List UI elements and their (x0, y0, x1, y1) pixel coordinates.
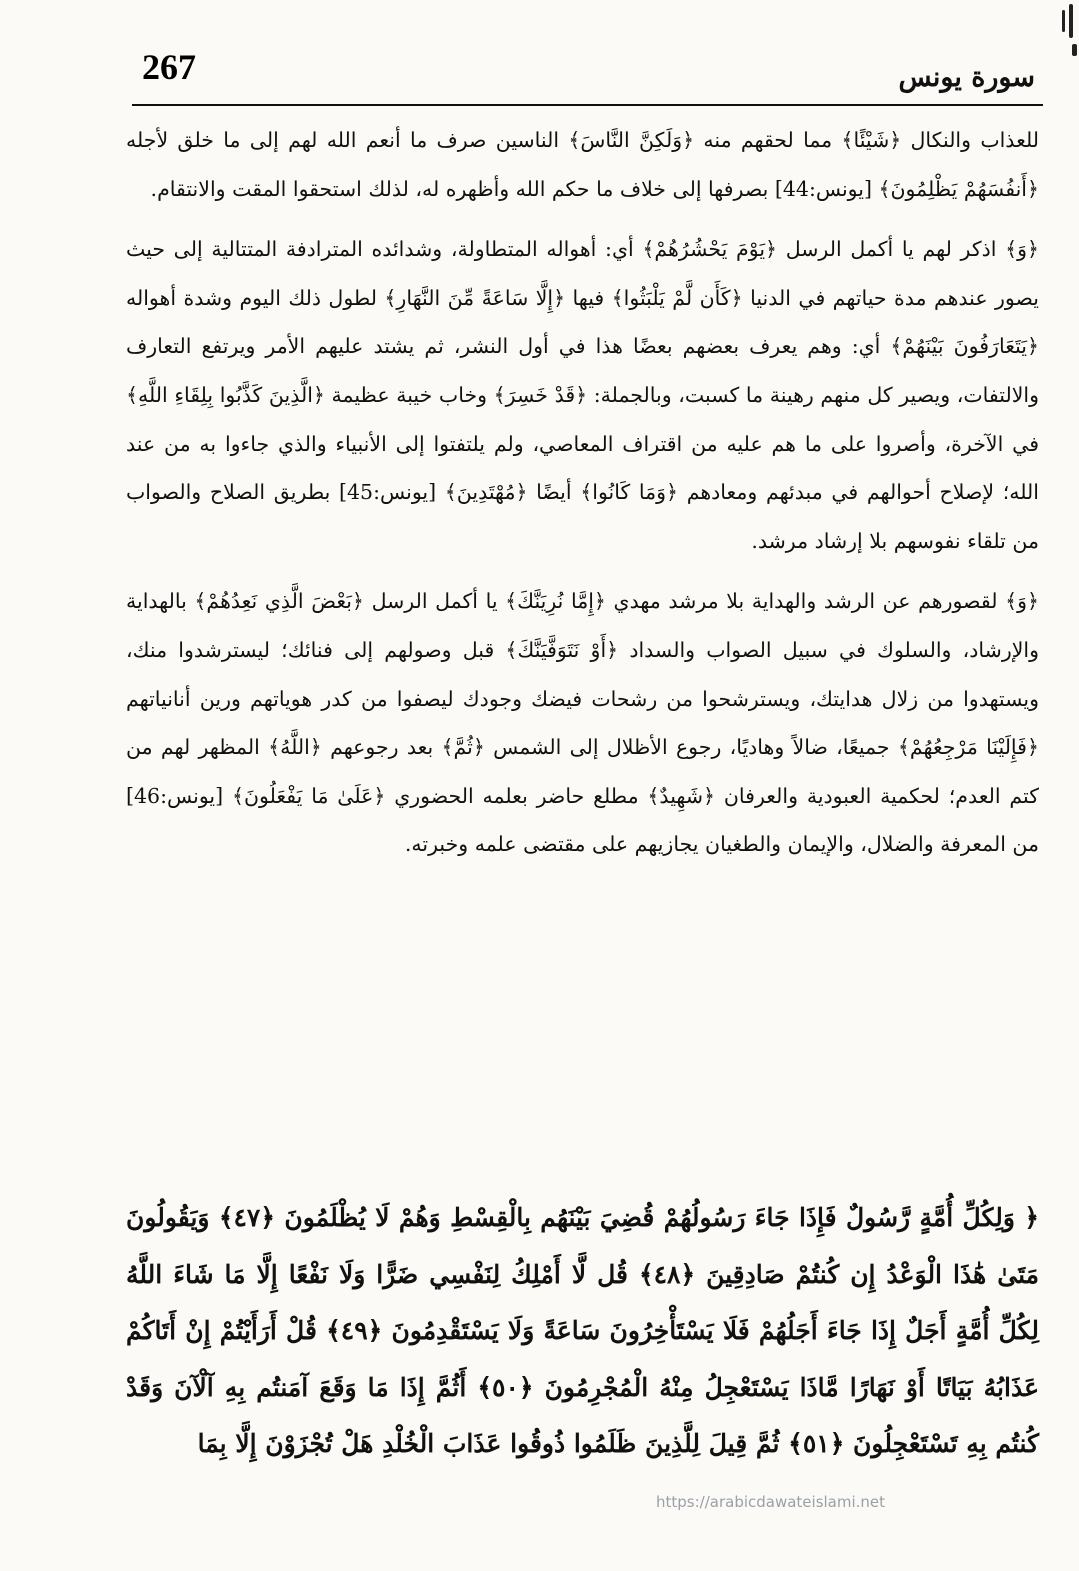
header-divider (132, 104, 1043, 106)
surah-title: سورة يونس (898, 62, 1035, 93)
paragraph-3: ﴿وَ﴾ لقصورهم عن الرشد والهداية بلا مرشد مهدي ﴿إِمَّا نُرِيَنَّكَ﴾ يا أكمل الرسل ﴿بَعْضَ الَّذِي نَعِدُهُمْ﴾ بالهداية والإرشاد، والسلوك في سبيل الصواب والسداد ﴿أَوْ نَتَوَفَّيَنَّكَ﴾ قبل وصولهم إلى فنائك؛ ليسترشدوا منك، ويستهدوا من زلال هدايتك، ويسترشحوا من رشحات فيضك وجودك ليصفوا من كدر هوياتهم ورين أنانياتهم ﴿فَإِلَيْنَا مَرْجِعُهُمْ﴾ جميعًا، ضالاً وهاديًا، رجوع الأظلال إلى الشمس ﴿ثُمَّ﴾ بعد رجوعهم ﴿اللَّهُ﴾ المظهر لهم من كتم العدم؛ لحكمية العبودية والعرفان ﴿شَهِيدٌ﴾ مطلع حاضر بعلمه الحضوري ﴿عَلَىٰ مَا يَفْعَلُونَ﴾ [يونس:46] من المعرفة والضلال، والإيمان والطغيان يجازيهم على مقتضى علمه وخبرته. (126, 589, 1039, 857)
paragraph-2: ﴿وَ﴾ اذكر لهم يا أكمل الرسل ﴿يَوْمَ يَحْشُرُهُمْ﴾ أي: أهواله المتطاولة، وشدائده المترادفة المتتالية إلى حيث يصور عندهم مدة حياتهم في الدنيا ﴿كَأَن لَّمْ يَلْبَثُوا﴾ فيها ﴿إِلَّا سَاعَةً مِّنَ النَّهَارِ﴾ لطول ذلك اليوم وشدة أهواله ﴿يَتَعَارَفُونَ بَيْنَهُمْ﴾ أي: وهم يعرف بعضهم بعضًا هذا في أول النشر، ثم يشتد عليهم الأمر ويرتفع التعارف والالتفات، ويصير كل منهم رهينة ما كسبت، وبالجملة: ﴿قَدْ خَسِرَ﴾ وخاب خيبة عظيمة ﴿الَّذِينَ كَذَّبُوا بِلِقَاءِ اللَّهِ﴾ في الآخرة، وأصروا على ما هم عليه من اقتراف المعاصي، ولم يلتفتوا إلى الأنبياء والذي جاءوا به من عند الله؛ لإصلاح أحوالهم في مبدئهم ومعادهم ﴿وَمَا كَانُوا﴾ أيضًا ﴿مُهْتَدِينَ﴾ [يونس:45] بطريق الصلاح والصواب من تلقاء نفوسهم بلا إرشاد مرشد. (126, 237, 1039, 553)
watermark-url: https://arabicdawateislami.net (656, 1493, 886, 1511)
quran-verses: ﴿ وَلِكُلِّ أُمَّةٍ رَّسُولٌ فَإِذَا جَاءَ رَسُولُهُمْ قُضِيَ بَيْنَهُم بِالْقِسْطِ وَهُمْ لَا يُظْلَمُونَ ﴿٤٧﴾ وَيَقُولُونَ مَتَىٰ هَٰذَا الْوَعْدُ إِن كُنتُمْ صَادِقِينَ ﴿٤٨﴾ قُل لَّا أَمْلِكُ لِنَفْسِي ضَرًّا وَلَا نَفْعًا إِلَّا مَا شَاءَ اللَّهُ لِكُلِّ أُمَّةٍ أَجَلٌ إِذَا جَاءَ أَجَلُهُمْ فَلَا يَسْتَأْخِرُونَ سَاعَةً وَلَا يَسْتَقْدِمُونَ ﴿٤٩﴾ قُلْ أَرَأَيْتُمْ إِنْ أَتَاكُمْ عَذَابُهُ بَيَاتًا أَوْ نَهَارًا مَّاذَا يَسْتَعْجِلُ مِنْهُ الْمُجْرِمُونَ ﴿٥٠﴾ أَثُمَّ إِذَا مَا وَقَعَ آمَنتُم بِهِ آلْآنَ وَقَدْ كُنتُم بِهِ تَسْتَعْجِلُونَ ﴿٥١﴾ ثُمَّ قِيلَ لِلَّذِينَ ظَلَمُوا ذُوقُوا عَذَابَ الْخُلْدِ هَلْ تُجْزَوْنَ إِلَّا بِمَا (126, 1203, 1039, 1458)
paragraph-1: للعذاب والنكال ﴿شَيْئًا﴾ مما لحقهم منه ﴿وَلَكِنَّ النَّاسَ﴾ الناسين صرف ما أنعم الله لهم إلى ما خلق لأجله ﴿أَنفُسَهُمْ يَظْلِمُونَ﴾ [يونس:44] بصرفها إلى خلاف ما حكم الله وأظهره له، لذلك استحقوا المقت والانتقام. (126, 128, 1039, 201)
scan-edge-mark (1049, 0, 1079, 80)
page-number: 267 (142, 47, 196, 87)
commentary-body (126, 116, 1039, 881)
